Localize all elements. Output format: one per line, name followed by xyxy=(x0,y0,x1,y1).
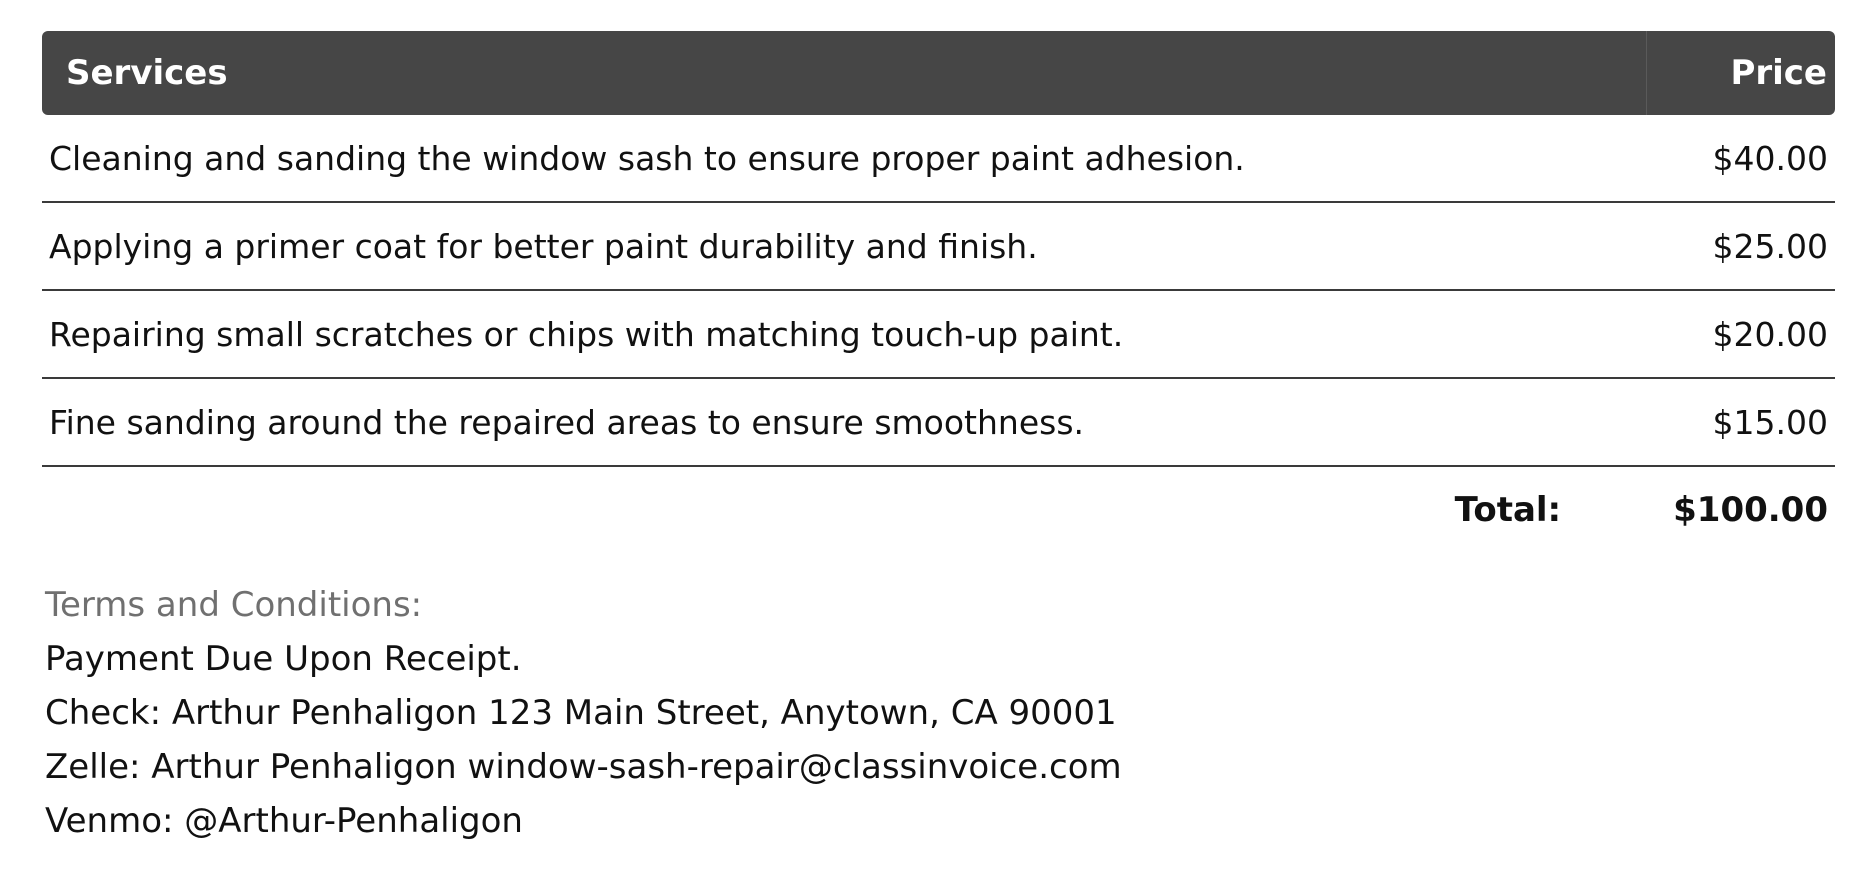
service-price: $25.00 xyxy=(1712,226,1828,266)
table-row xyxy=(42,115,1835,203)
service-description: Repairing small scratches or chips with matching touch-up paint. xyxy=(49,314,1124,354)
table-row xyxy=(42,291,1835,379)
table-row xyxy=(42,203,1835,291)
table-header xyxy=(42,31,1835,115)
total-label: Total: xyxy=(1454,490,1562,530)
payment-due-line: Payment Due Upon Receipt. xyxy=(45,639,522,679)
service-price: $20.00 xyxy=(1712,314,1828,354)
services-table xyxy=(42,31,1835,553)
service-price: $15.00 xyxy=(1712,402,1828,442)
terms-title: Terms and Conditions: xyxy=(45,585,423,625)
venmo-payment-line: Venmo: @Arthur-Penhaligon xyxy=(45,801,523,841)
services-column-header: Services xyxy=(66,53,228,93)
service-description: Cleaning and sanding the window sash to ensure proper paint adhesion. xyxy=(49,138,1245,178)
check-payment-line: Check: Arthur Penhaligon 123 Main Street, Anytown, CA 90001 xyxy=(45,693,1117,733)
terms-section xyxy=(45,578,1122,848)
service-description: Fine sanding around the repaired areas to ensure smoothness. xyxy=(49,402,1085,442)
total-value: $100.00 xyxy=(1673,490,1828,530)
price-column-header: Price xyxy=(1646,31,1835,115)
total-row xyxy=(42,467,1835,553)
table-row xyxy=(42,379,1835,467)
zelle-payment-line: Zelle: Arthur Penhaligon window-sash-repair@classinvoice.com xyxy=(45,747,1122,787)
service-description: Applying a primer coat for better paint durability and finish. xyxy=(49,226,1038,266)
service-price: $40.00 xyxy=(1712,138,1828,178)
